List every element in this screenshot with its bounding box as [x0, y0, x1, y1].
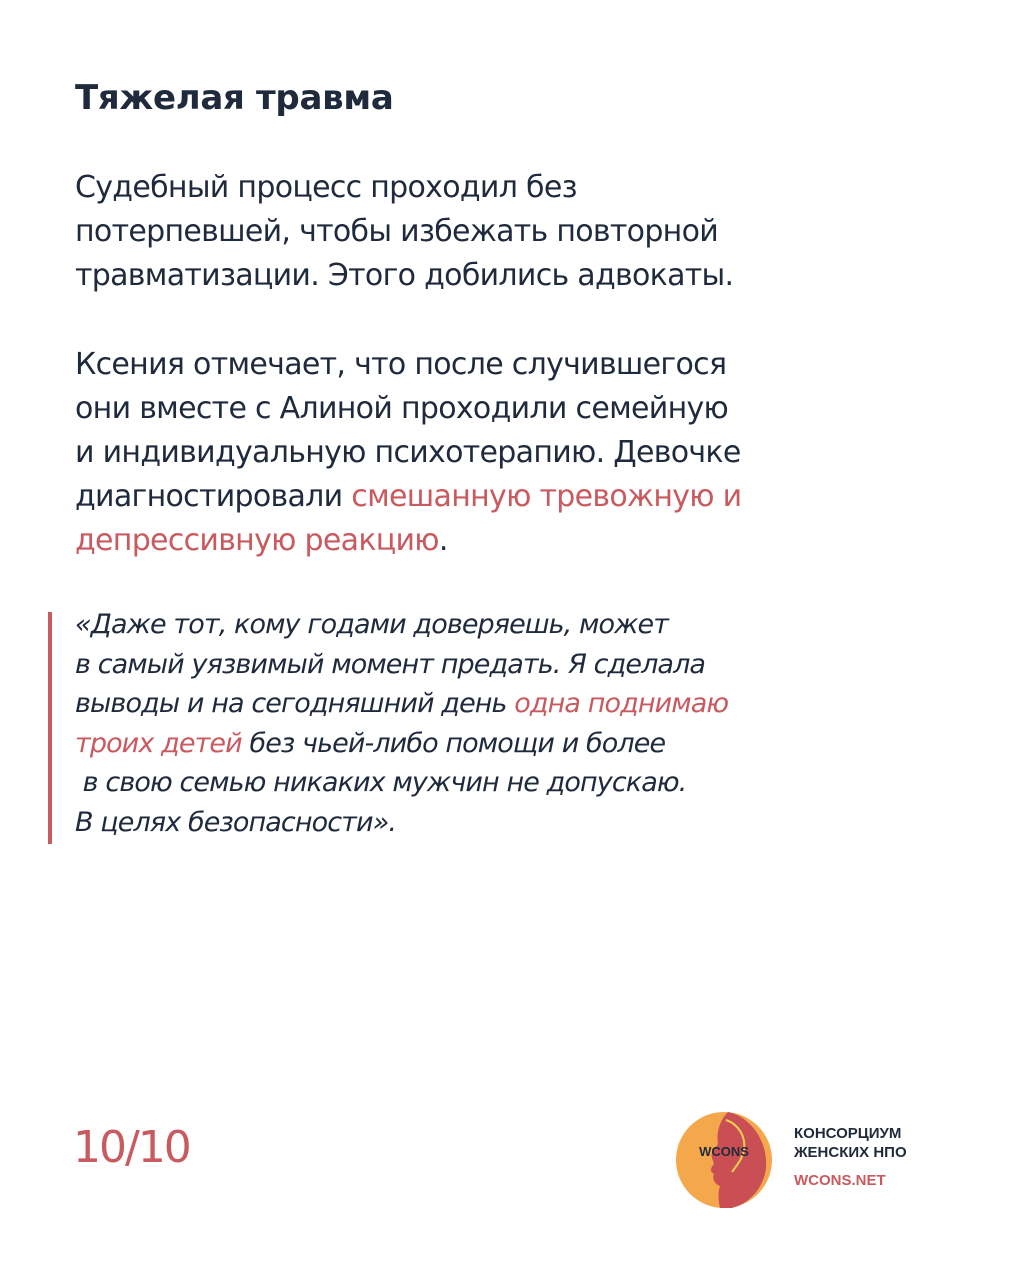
quote-block	[75, 605, 728, 842]
paragraph-therapy	[75, 343, 741, 563]
quote-line	[75, 724, 728, 764]
diagnosis-highlight: депрессивную реакцию	[75, 523, 439, 558]
quote-line: В целях безопасности».	[75, 806, 397, 838]
paragraph-line: они вместе с Алиной проходили семейную	[75, 391, 729, 426]
quote-accent-bar	[48, 612, 52, 844]
quote-line: в свою семью никаких мужчин не допускаю.	[75, 767, 687, 798]
quote-line	[75, 684, 728, 724]
paragraph-line: Ксения отмечает, что после случившегося	[75, 347, 727, 382]
page-number: 10/10	[73, 1122, 190, 1173]
paragraph-line: и индивидуальную психотерапию. Девочке	[75, 435, 741, 470]
diagnosis-highlight: смешанную тревожную и	[351, 479, 742, 514]
logo-website-link[interactable]: WCONS.NET	[794, 1172, 886, 1189]
paragraph-line	[75, 519, 741, 563]
paragraph-line: травматизации. Этого добились адвокаты.	[75, 258, 734, 293]
quote-text: без чьей-либо помощи и более	[241, 727, 666, 759]
paragraph-line: Судебный процесс проходил без	[75, 170, 577, 205]
paragraph-text: диагностировали	[75, 479, 352, 514]
paragraph-text: .	[438, 523, 448, 558]
paragraph-court	[75, 166, 733, 298]
quote-text: выводы и на сегодняшний день	[75, 688, 515, 719]
quote-line: в самый уязвимый момент предать. Я сделала	[75, 648, 706, 680]
quote-highlight: одна поднимаю	[514, 688, 729, 719]
logo-name-line: ЖЕНСКИХ НПО	[794, 1144, 907, 1161]
logo-name	[794, 1124, 907, 1162]
wcons-logo-icon	[676, 1112, 772, 1208]
page-title: Тяжелая травма	[75, 78, 394, 118]
paragraph-line: потерпевшей, чтобы избежать повторной	[75, 214, 719, 249]
quote-highlight: троих детей	[75, 727, 242, 759]
quote-line: «Даже тот, кому годами доверяешь, может	[75, 609, 669, 640]
logo-badge-text: WCONS	[699, 1144, 749, 1159]
logo-name-line: КОНСОРЦИУМ	[794, 1125, 902, 1142]
paragraph-line	[75, 475, 741, 519]
